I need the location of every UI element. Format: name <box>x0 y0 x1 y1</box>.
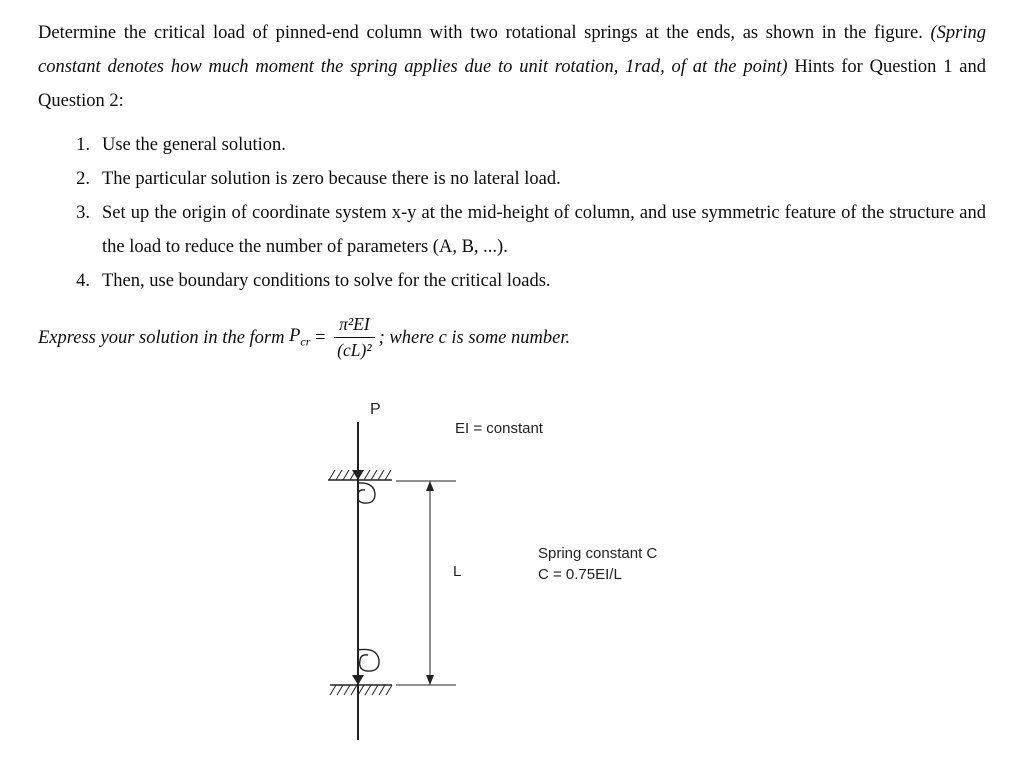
length-l-label: L <box>453 563 462 580</box>
hint-number: 3. <box>76 203 90 223</box>
bottom-support-hatch <box>330 685 392 695</box>
p-variable: P <box>289 326 301 347</box>
spring-constant-value: C = 0.75EI/L <box>538 566 622 583</box>
formula-fraction <box>334 314 375 359</box>
bottom-arrowhead-icon <box>352 675 364 685</box>
hint-item-4 <box>64 264 986 298</box>
length-dimension <box>396 481 456 685</box>
bottom-rotational-spring-icon <box>358 649 379 671</box>
load-p-label: P <box>370 401 381 418</box>
fraction-denominator: (cL)² <box>337 339 372 360</box>
hint-text: The particular solution is zero because there is no lateral load. <box>102 169 561 189</box>
hint-item-2 <box>64 162 986 196</box>
dimension-arrow-up-icon <box>426 481 434 491</box>
column-figure <box>0 388 1024 778</box>
problem-text-block <box>0 0 1024 364</box>
top-rotational-spring-icon <box>358 483 375 503</box>
hint-number: 2. <box>76 169 90 189</box>
intro-text-2: Hints for Question 1 and Question 2: <box>38 57 986 111</box>
hint-text: Set up the origin of coordinate system x-y at the mid-height of column, and use symmetric feature of the structure and the load to reduce the number of parameters (A, B, ...). <box>102 203 986 257</box>
fraction-numerator: π²EI <box>334 314 375 337</box>
dimension-arrow-down-icon <box>426 675 434 685</box>
hint-text: Use the general solution. <box>102 135 286 155</box>
hint-item-3 <box>64 196 986 264</box>
solution-form-line <box>38 312 986 364</box>
ei-constant-label: EI = constant <box>455 420 543 437</box>
express-prefix: Express your solution in the form <box>38 327 290 348</box>
problem-statement <box>38 16 986 118</box>
hints-list <box>64 128 986 298</box>
spring-constant-title: Spring constant C <box>538 545 658 562</box>
intro-text-italic-note: (Spring constant denotes how much moment the spring applies due to unit rotation, 1rad, of at the point) <box>38 23 986 77</box>
hint-text: Then, use boundary conditions to solve for the critical loads. <box>102 271 551 291</box>
hint-number: 4. <box>76 271 90 291</box>
p-subscript: cr <box>300 334 311 349</box>
express-suffix: ; where c is some number. <box>378 327 571 348</box>
intro-text-1: Determine the critical load of pinned-end column with two rotational springs at the ends, as shown in the figure. <box>38 23 931 43</box>
pcr-symbol <box>289 326 310 350</box>
hint-item-1 <box>64 128 986 162</box>
equals-sign: = <box>310 327 331 348</box>
column-diagram-svg <box>0 388 1024 778</box>
hint-number: 1. <box>76 135 90 155</box>
